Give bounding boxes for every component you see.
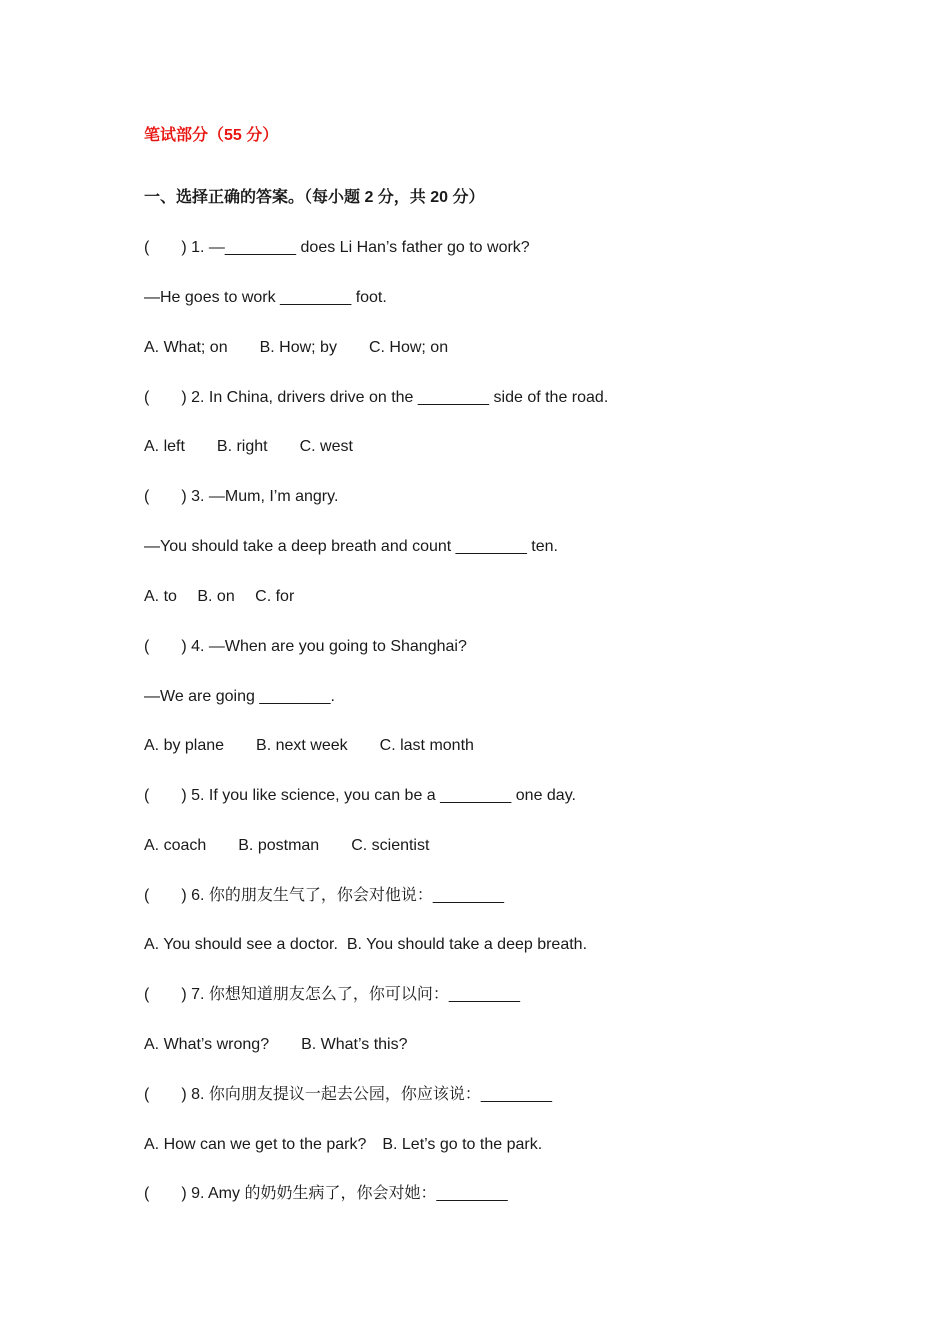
question-4: ( ) 4. —When are you going to Shanghai? [144,638,467,655]
question-7-options: A. What’s wrong? B. What’s this? [144,1036,408,1053]
question-1-options: A. What; on B. How; by C. How; on [144,339,449,356]
question-8: ( ) 8. 你向朋友提议一起去公园，你应该说：________ [144,1086,553,1103]
question-4-answer-line: —We are going ________. [144,688,335,705]
question-7: ( ) 7. 你想知道朋友怎么了，你可以问：________ [144,986,521,1003]
question-5: ( ) 5. If you like science, you can be a ________ one day. [144,787,576,804]
question-1-answer-line: —He goes to work ________ foot. [144,289,387,306]
question-3: ( ) 3. —Mum, I’m angry. [144,488,339,505]
question-5-options: A. coach B. postman C. scientist [144,837,430,854]
section-title: 一、选择正确的答案。（每小题 2 分，共 20 分） [144,189,485,206]
question-3-options: A. to B. on C. for [144,588,295,605]
question-1: ( ) 1. —________ does Li Han’s father go to work? [144,239,530,256]
question-4-options: A. by plane B. next week C. last month [144,737,474,754]
question-3-answer-line: —You should take a deep breath and count ________ ten. [144,538,558,555]
question-8-options: A. How can we get to the park? B. Let’s go to the park. [144,1136,543,1153]
paper-title: 笔试部分（55 分） [144,127,279,144]
question-6-options: A. You should see a doctor. B. You should take a deep breath. [144,936,588,953]
question-2-options: A. left B. right C. west [144,438,353,455]
question-6: ( ) 6. 你的朋友生气了，你会对他说：________ [144,887,505,904]
question-2: ( ) 2. In China, drivers drive on the ________ side of the road. [144,389,609,406]
question-9: ( ) 9. Amy 的奶奶生病了，你会对她：________ [144,1185,508,1202]
